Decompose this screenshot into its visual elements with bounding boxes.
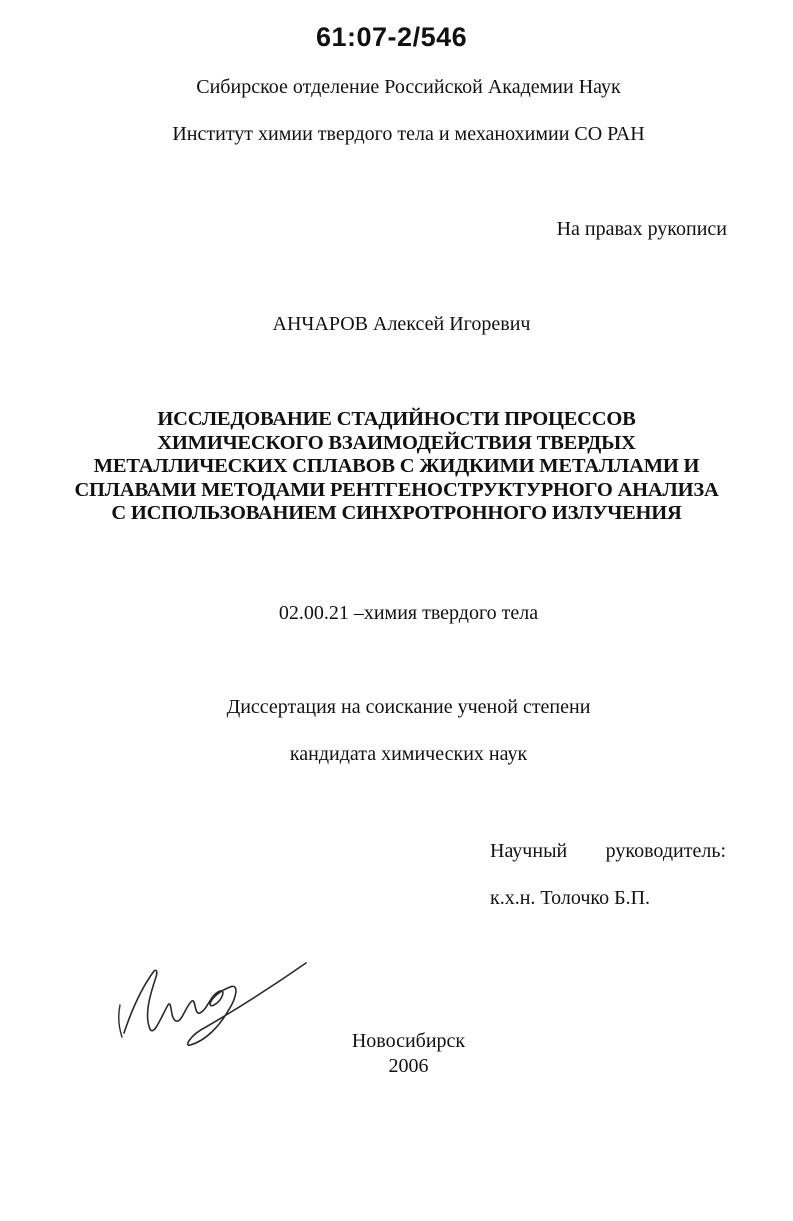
city: Новосибирск: [351, 1030, 466, 1052]
supervisor-label: [490, 840, 726, 863]
author-name: АНЧАРОВ Алексей Игоревич: [272, 313, 531, 335]
supervisor-label-word: Научный: [490, 840, 568, 862]
title-line: СПЛАВАМИ МЕТОДАМИ РЕНТГЕНОСТРУКТУРНОГО АНАЛИЗА: [74, 478, 719, 501]
title-line: ХИМИЧЕСКОГО ВЗАИМОДЕЙСТВИЯ ТВЕРДЫХ: [157, 431, 636, 454]
degree-line-1: Диссертация на соискание ученой степени: [226, 696, 591, 718]
institute-line: Институт химии твердого тела и механохимии СО РАН: [172, 123, 645, 145]
organization-line: Сибирское отделение Российской Академии Наук: [196, 76, 621, 98]
specialty-code: 02.00.21 –химия твердого тела: [278, 602, 539, 624]
title-line: ИССЛЕДОВАНИЕ СТАДИЙНОСТИ ПРОЦЕССОВ: [157, 408, 636, 430]
degree-line-2: кандидата химических наук: [289, 743, 528, 765]
dissertation-title: [0, 408, 793, 526]
archive-stamp: 61:07-2/546: [316, 22, 468, 52]
supervisor-label-word: руководитель:: [605, 840, 726, 862]
title-line: С ИСПОЛЬЗОВАНИЕМ СИНХРОТРОННОГО ИЗЛУЧЕНИЯ: [111, 502, 682, 524]
year: 2006: [388, 1055, 429, 1077]
title-line: МЕТАЛЛИЧЕСКИХ СПЛАВОВ С ЖИДКИМИ МЕТАЛЛАМИ И: [93, 455, 700, 477]
manuscript-rights: На правах рукописи: [556, 218, 727, 240]
supervisor-name: к.х.н. Толочко Б.П.: [490, 887, 651, 909]
